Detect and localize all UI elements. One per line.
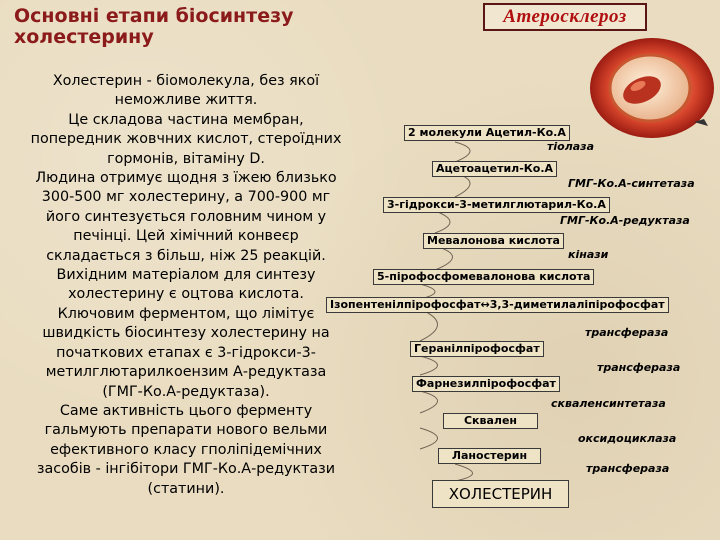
description-line: холестерину є оцтова кислота. (68, 286, 304, 303)
description-line: Холестерин - біомолекула, без якої (52, 73, 320, 89)
pathway-node-squalene: Сквален (443, 413, 538, 429)
enzyme-label-hmg-synthase: ГМГ-Ко.А-синтетаза (568, 177, 695, 190)
description-line: Ключовим ферментом, що лімітує (57, 305, 315, 322)
pathway-node-farnesyl-pp: Фарнезилпірофосфат (412, 376, 560, 392)
description-line: гальмують препарати нового вельми (44, 422, 328, 439)
enzyme-label-kinases: кінази (568, 248, 609, 261)
pathway-final-cholesterol: ХОЛЕСТЕРИН (432, 480, 569, 508)
description-line: Людина отримує щодня з їжею близько (35, 170, 337, 187)
description-line: Це складова частина мембран, (68, 111, 304, 128)
title-line-2: холестерину (14, 26, 154, 48)
description-line: ефективного класу гполіпідемічних (50, 441, 322, 458)
pathway-node-geranyl-pp: Геранілпірофосфат (410, 341, 544, 357)
description-line: засобів - інгібітори ГМГ-Ко.А-редуктази (36, 461, 336, 478)
enzyme-label-transferase-2: трансфераза (597, 361, 681, 374)
topic-label: Атеросклероз (483, 3, 647, 31)
pathway-node-mevalonic-acid: Мевалонова кислота (423, 233, 564, 249)
enzyme-label-squalene-synthase: скваленсинтетаза (551, 397, 666, 410)
pathway-node-hmg-coa: 3-гідрокси-3-метилглютарил-Ко.А (383, 197, 610, 213)
pathway-node-lanosterol: Ланостерин (438, 448, 541, 464)
description-line: початкових етапах є 3-гідрокси-3- (56, 344, 316, 361)
description-line: складається з більш, ніж 25 реакцій. (46, 247, 326, 264)
description-line: (ГМГ-Ко.А-редуктаза). (102, 383, 270, 400)
description-line: попередник жовчних кислот, стероїдних (30, 131, 342, 148)
enzyme-label-transferase-1: трансфераза (585, 326, 669, 339)
enzyme-label-thiolase: тіолаза (547, 140, 594, 153)
pathway-node-pyrophosphomevalonate: 5-пірофосфомевалонова кислота (373, 269, 594, 285)
enzyme-label-transferase-3: трансфераза (586, 462, 670, 475)
title-line-1: Основні етапи біосинтезу (14, 5, 294, 27)
pathway-node-acetoacetyl-coa: Ацетоацетил-Ко.А (432, 161, 557, 177)
description-line: Вихідним матеріалом для синтезу (56, 267, 316, 284)
description-line: його синтезується головним чином у (45, 208, 327, 225)
enzyme-label-oxidocyclase: оксидоциклаза (578, 432, 677, 445)
description-line: гормонів, вітаміну D. (107, 150, 265, 167)
pathway-node-isopentenyl-pp: Ізопентенілпірофосфат↔3,3-диметилаліпірофосфат (326, 297, 669, 313)
description-line: (статини). (147, 480, 225, 497)
enzyme-label-hmg-reductase: ГМГ-Ко.А-редуктаза (560, 214, 690, 227)
description-line: швидкість біосинтезу холестерину на (42, 325, 330, 342)
description-line: Саме активність цього ферменту (59, 402, 313, 419)
description-line: неможливе життя. (114, 92, 258, 109)
description-line: метилглютарилкоензим А-редуктаза (45, 364, 327, 381)
pathway-node-acetyl-coa: 2 молекули Ацетил-Ко.А (404, 125, 570, 141)
description-line: 300-500 мг холестерину, а 700-900 мг (41, 189, 331, 206)
description-line: печінці. Цей хімічний конвеєр (73, 228, 299, 245)
